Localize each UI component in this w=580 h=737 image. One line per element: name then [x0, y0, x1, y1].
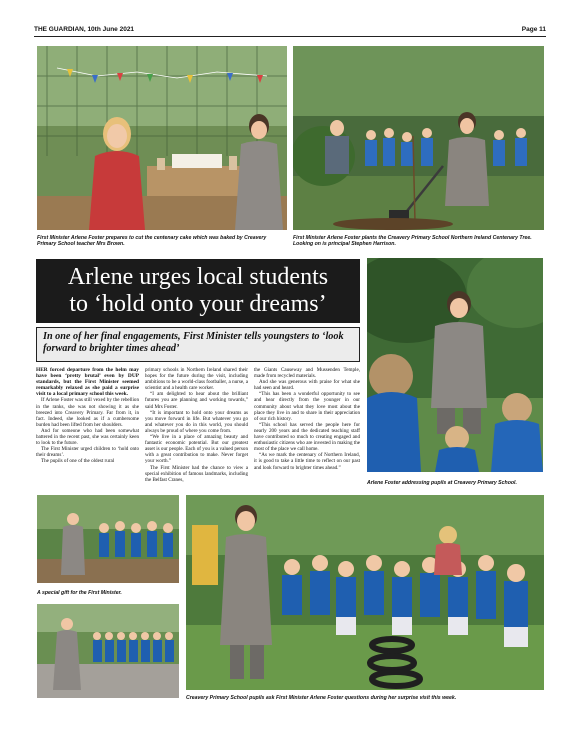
article-paragraph: “I am delighted to hear about the brilliant futures you are planning and working towards,” said Mrs Foster.	[145, 391, 248, 410]
photo-cake-cutting	[37, 46, 287, 230]
page-number: Page 11	[521, 26, 546, 33]
article-paragraph: And she was generous with praise for what she had seen and heard.	[254, 379, 360, 392]
article-paragraph: “As we mark the centenary of Northern Ireland, it is good to take a little time to reflect on our past and look forward to brighter times ahead.”	[254, 452, 360, 471]
caption-cake-cutting: First Minister Arlene Foster prepares to cut the centenary cake which was baked by Creavery Primary School teacher Mrs Brown.	[37, 235, 267, 248]
article-paragraph: primary schools in Northern Ireland shared their hopes for the future during the visit, including ambitions to be a world-class footballer, a nurse, a scientist and a health care worker.	[145, 367, 248, 392]
photo-pupils-questions	[186, 495, 544, 690]
article-column-1	[36, 367, 139, 465]
article-paragraph: HER forced departure from the helm may have been ‘pretty brutal’ even by DUP standards, but the First Minister seemed remarkably relaxed as she paid a surprise visit to a local primary school this week.	[36, 367, 139, 398]
caption-addressing-pupils: Arlene Foster addressing pupils at Creavery Primary School.	[367, 480, 517, 486]
headline	[36, 259, 360, 323]
headline-line-2: to ‘hold onto your dreams’	[69, 291, 327, 317]
standfirst: In one of her final engagements, First Minister tells youngsters to ‘look forward to brighter times ahead’	[36, 327, 360, 362]
photo-tree-planting	[293, 46, 544, 230]
publication-date: THE GUARDIAN, 10th June 2021	[34, 26, 135, 33]
article-paragraph: If Arlene Foster was still vexed by the rebellion in the ranks, she was not showing it as she breezed into Creavery Primary. Far from it, in fact. Indeed, she looked as if a cumbersome burden had been lifted from her shoulders.	[36, 397, 139, 428]
article-paragraph: The First Minister had the chance to view a special exhibition of famous landmarks, including the Belfast Cranes,	[145, 464, 248, 483]
article-paragraph: The First Minister urged children to ‘hold onto their dreams’.	[36, 446, 139, 459]
article-paragraph: “This has been a wonderful opportunity to see and hear directly from the younger in our community about what they love most about the place they live in and to share in their appreciation of our rich history.	[254, 391, 360, 422]
caption-special-gift: A special gift for the First Minister.	[37, 590, 122, 596]
header-rule	[34, 36, 546, 37]
caption-pupils-questions: Creavery Primary School pupils ask First Minister Arlene Foster questions during her surprise visit this week.	[186, 695, 457, 701]
headline-line-1: Arlene urges local students	[67, 264, 329, 290]
article-paragraph: And for someone who had been somewhat battered in the recent past, she was certainly keen to look to the future.	[36, 427, 139, 447]
photo-pupils-line	[37, 604, 179, 698]
caption-tree-planting: First Minister Arlene Foster plants the Creavery Primary School Northern Ireland Centenary Tree. Looking on is principal Stephen Harrison.	[293, 235, 532, 248]
article-column-3	[254, 367, 360, 471]
photo-special-gift	[37, 495, 179, 583]
article-column-2	[145, 367, 248, 483]
article-paragraph: the Giants Causeway and Mussenden Temple, made from recycled materials.	[254, 367, 360, 380]
article-paragraph: “This school has served the people here for nearly 200 years and the dedicated teaching staff have contributed so much to creating engaged and enthusiastic citizens who are invested in making the most of the place we call home.	[254, 421, 360, 453]
article-paragraph: “We live in a place of amazing beauty and fantastic economic potential. But our greatest asset is our people. Each of you is a valued person with a great contribution to make. Never forget your worth.”	[145, 434, 248, 465]
article-paragraph: The pupils of one of the oldest rural	[41, 458, 115, 465]
article-paragraph: “It is important to hold onto your dreams as you move forward in life. But whatever you go and whatever you do in this world, you should always be proud of where you come from.	[145, 409, 248, 434]
photo-addressing-pupils	[367, 258, 543, 472]
